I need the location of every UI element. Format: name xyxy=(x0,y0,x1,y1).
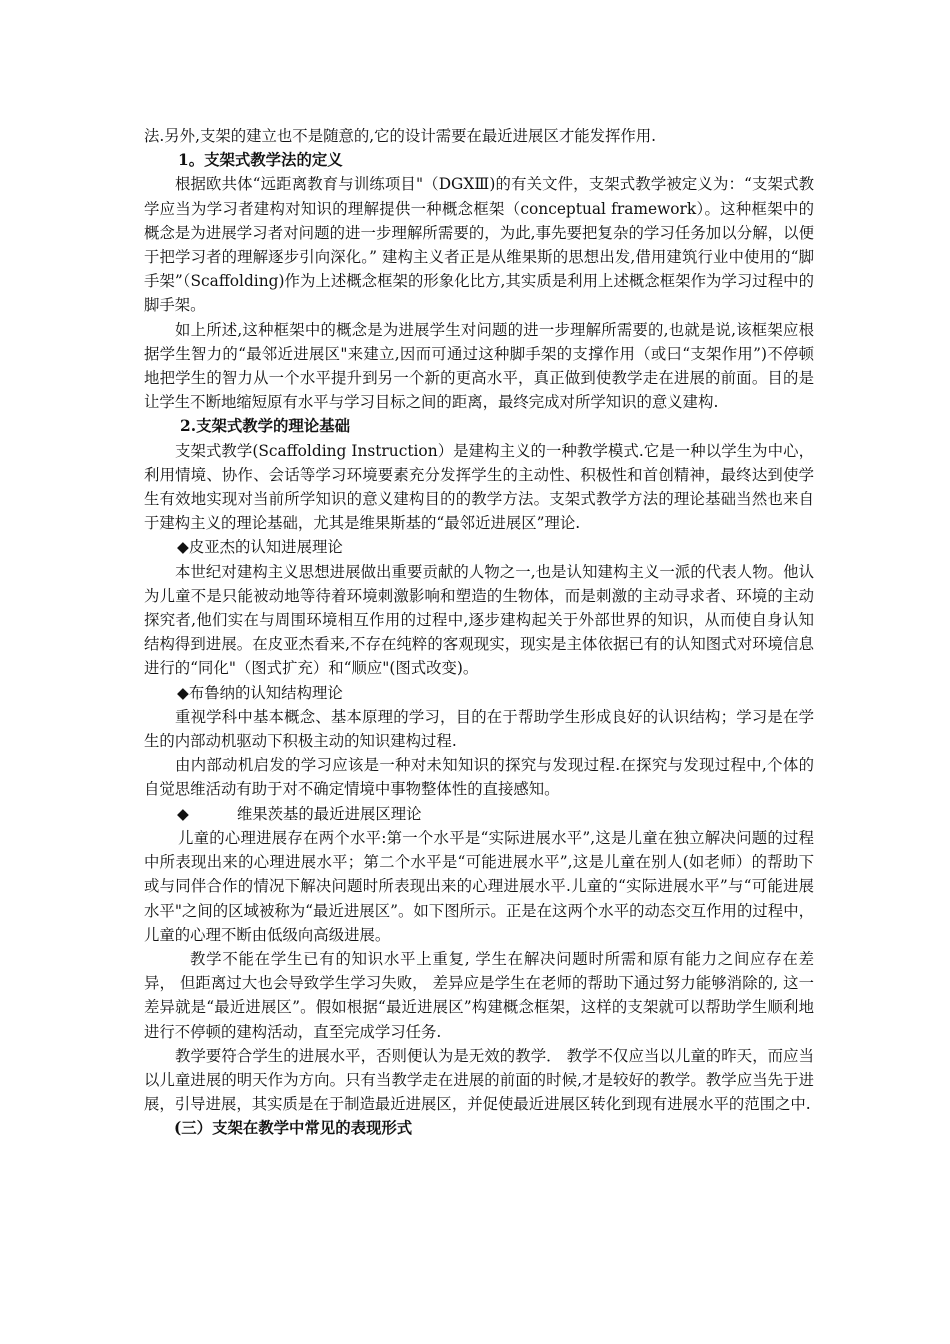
paragraph: 如上所述,这种框架中的概念是为进展学生对问题的进一步理解所需要的,也就是说,该框架应根据学生智力的“最邻近进展区"来建立,因而可通过这种脚手架的支撑作用（或曰“支架作用”)不停顿地把学生的智力从一个水平提升到另一个新的更高水平，真正做到使教学走在进展的前面。目的是让学生不断地缩短原有水平与学习目标之间的距离，最终完成对所学知识的意义建构. xyxy=(144,320,814,412)
bullet-heading: ◆皮亚杰的认知进展理论 xyxy=(177,538,343,557)
section-heading: 2.支架式教学的理论基础 xyxy=(180,417,350,436)
paragraph: 教学要符合学生的进展水平，否则便认为是无效的教学． 教学不仅应当以儿童的昨天，而应当以儿童进展的明天作为方向。只有当教学走在进展的前面的时候,才是较好的教学。教学应当先于进展，引导进展，其实质是在于制造最近进展区，并促使最近进展区转化到现有进展水平的范围之中. xyxy=(144,1046,814,1114)
paragraph: 教学不能在学生已有的知识水平上重复, 学生在解决问题时所需和原有能力之间应存在差异， 但距离过大也会导致学生学习失败， 差异应是学生在老师的帮助下通过努力能够消除的, 这一差异就是“最近进展区”。假如根据“最近进展区”构建概念框架，这样的支架就可以帮助学生顺利地进行不停顿的建构活动，直至完成学习任务. xyxy=(144,949,814,1041)
section-heading: (三）支架在教学中常见的表现形式 xyxy=(174,1119,413,1138)
paragraph: 支架式教学(Scaffolding Instruction）是建构主义的一种教学模式.它是一种以学生为中心，利用情境、协作、会话等学习环境要素充分发挥学生的主动性、积极性和首创精神，最终达到使学生有效地实现对当前所学知识的意义建构目的的教学方法。支架式教学方法的理论基础当然也来自于建构主义的理论基础，尤其是维果斯基的“最邻近进展区”理论. xyxy=(144,441,814,533)
bullet-heading-text: 维果茨基的最近进展区理论 xyxy=(236,804,422,823)
paragraph: 法.另外,支架的建立也不是随意的,它的设计需要在最近进展区才能发挥作用. xyxy=(144,127,657,145)
bullet-heading xyxy=(144,802,814,826)
paragraph: 重视学科中基本概念、基本原理的学习，目的在于帮助学生形成良好的认识结构；学习是在学生的内部动机驱动下积极主动的知识建构过程. xyxy=(144,707,814,751)
document-page xyxy=(144,124,814,1141)
paragraph: 儿童的心理进展存在两个水平:第一个水平是“实际进展水平”,这是儿童在独立解决问题的过程中所表现出来的心理进展水平；第二个水平是“可能进展水平”,这是儿童在别人(如老师）的帮助下或与同伴合作的情况下解决问题时所表现出来的心理进展水平.儿童的“实际进展水平”与“可能进展水平"之间的区域被称为“最近进展区”。如下图所示。正是在这两个水平的动态交互作用的过程中，儿童的心理不断由低级向高级进展。 xyxy=(144,828,814,944)
section-heading: 1。支架式教学法的定义 xyxy=(178,151,343,170)
paragraph: 由内部动机启发的学习应该是一种对未知知识的探究与发现过程.在探究与发现过程中,个体的自觉思维活动有助于对不确定情境中事物整体性的直接感知。 xyxy=(144,756,814,799)
paragraph: 根据欧共体“远距离教育与训练项目"（DGXⅢ)的有关文件，支架式教学被定义为：“支架式教学应当为学习者建构对知识的理解提供一种概念框架（conceptual framework）。这种框架中的概念是为进展学习者对问题的进一步理解所需要的，为此,事先要把复杂的学习任务加以分解，以便于把学习者的理解逐步引向深化。” 建构主义者正是从维果斯的思想出发,借用建筑行业中使用的“脚手架”（Scaffolding)作为上述概念框架的形象化比方,其实质是利用上述概念框架作为学习过程中的脚手架。 xyxy=(144,175,814,315)
paragraph: 本世纪对建构主义思想进展做出重要贡献的人物之一,也是认知建构主义一派的代表人物。他认为儿童不是只能被动地等待着环境刺激影响和塑造的生物体，而是刺激的主动寻求者、环境的主动探究者,他们实在与周围环境相互作用的过程中,逐步建构起关于外部世界的知识，从而使自身认知结构得到进展。在皮亚杰看来,不存在纯粹的客观现实，现实是主体依据已有的认知图式对环境信息进行的“同化"（图式扩充）和“顺应"(图式改变)。 xyxy=(144,562,814,678)
diamond-bullet-icon: ◆ xyxy=(177,804,189,823)
bullet-heading: ◆布鲁纳的认知结构理论 xyxy=(177,683,343,702)
